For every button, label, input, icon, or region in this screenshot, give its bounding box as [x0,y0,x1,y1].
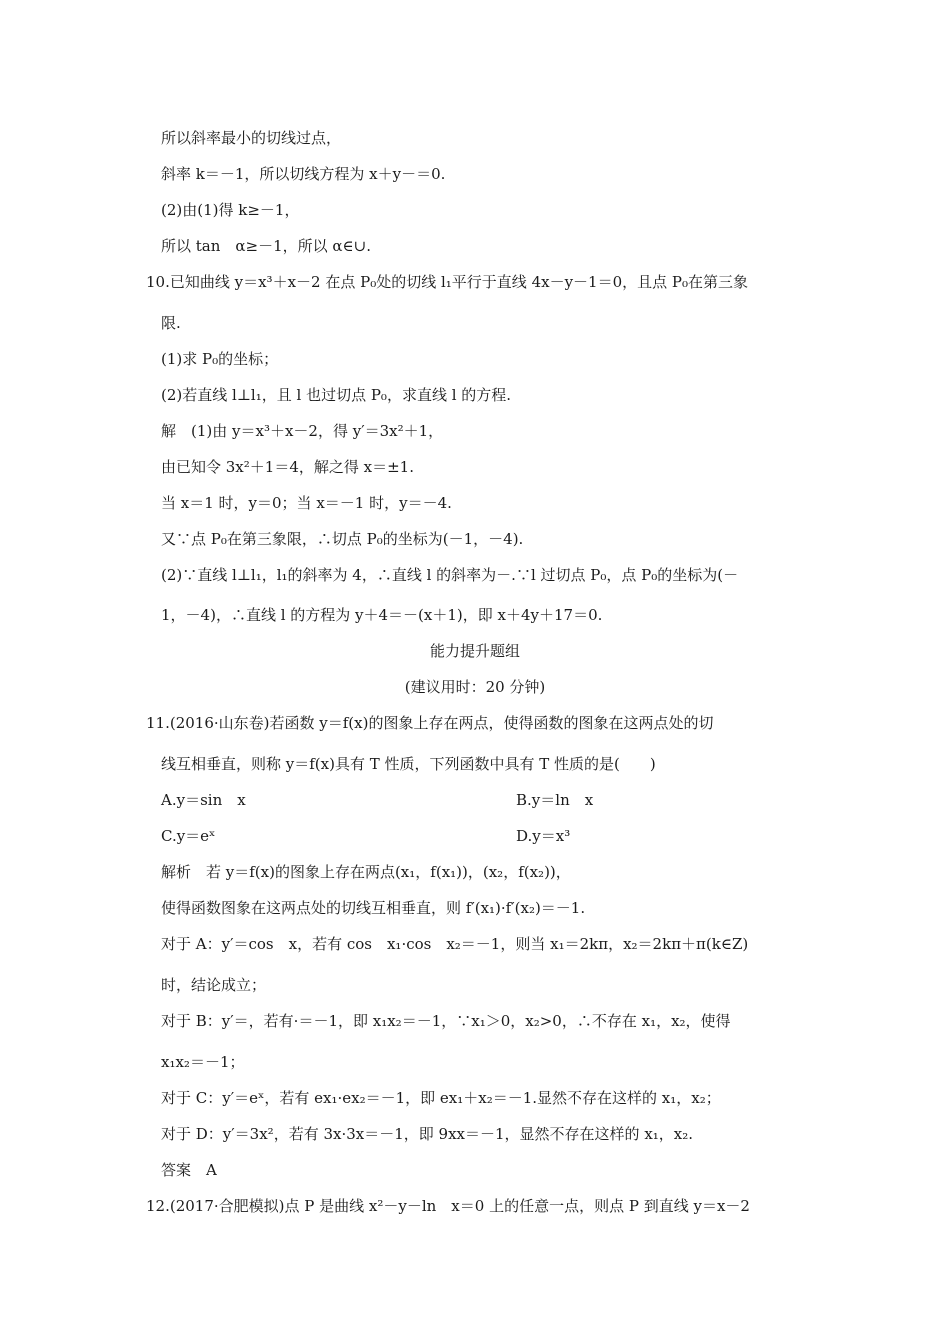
text-line: 限. [161,314,181,332]
text-line: 当 x＝1 时，y＝0；当 x＝－1 时，y＝－4. [161,494,452,512]
problem-10: 10.已知曲线 y＝x³＋x－2 在点 P₀处的切线 l₁平行于直线 4x－y－1＝0，且点 P₀在第三象 [146,273,749,291]
text-line: 斜率 k＝－1，所以切线方程为 x＋y－＝0. [161,165,446,183]
text-line: (2)由(1)得 k≥－1， [161,201,300,219]
option-c: C.y＝eˣ [161,827,216,845]
text-line: (2)若直线 l⊥l₁，且 l 也过切点 P₀，求直线 l 的方程. [161,386,512,404]
text-line: 1，－4)，∴直线 l 的方程为 y＋4＝－(x＋1)，即 x＋4y＋17＝0. [161,606,603,624]
section-title: 能力提升题组 [429,642,520,660]
solution-line: 解 (1)由 y＝x³＋x－2，得 y′＝3x²＋1， [161,422,444,440]
text-line: (2)∵直线 l⊥l₁，l₁的斜率为 4，∴直线 l 的斜率为－.∵l 过切点 P₀，点 P₀的坐标为(－ [161,566,739,584]
text-line: 使得函数图象在这两点处的切线互相垂直，则 f′(x₁)·f′(x₂)＝－1. [161,899,586,917]
text-line: 对于 A：y′＝cos x，若有 cos x₁·cos x₂＝－1，则当 x₁＝2kπ，x₂＝2kπ＋π(k∈Z) [161,935,749,953]
option-b: B.y＝ln x [516,791,594,809]
answer-line: 答案 A [161,1161,217,1179]
text-line: 对于 C：y′＝eˣ，若有 ex₁·ex₂＝－1，即 ex₁＋x₂＝－1.显然不存在这样的 x₁，x₂； [161,1089,721,1107]
text-line: 线互相垂直，则称 y＝f(x)具有 T 性质，下列函数中具有 T 性质的是( ) [161,755,656,773]
option-a: A.y＝sin x [161,791,246,809]
text-line: x₁x₂＝－1； [161,1053,245,1071]
text-line: 对于 D：y′＝3x²，若有 3x·3x＝－1，即 9xx＝－1，显然不存在这样的 x₁，x₂. [161,1125,694,1143]
problem-12: 12.(2017·合肥模拟)点 P 是曲线 x²－y－ln x＝0 上的任意一点，则点 P 到直线 y＝x－2 [146,1197,750,1215]
text-line: (1)求 P₀的坐标； [161,350,279,368]
text-line: 时，结论成立； [161,976,267,994]
analysis-line: 解析 若 y＝f(x)的图象上存在两点(x₁，f(x₁))，(x₂，f(x₂))， [161,863,571,881]
option-d: D.y＝x³ [516,827,571,845]
text-line: 由已知令 3x²＋1＝4，解之得 x＝±1. [161,458,414,476]
section-subtitle: (建议用时：20 分钟) [404,678,546,696]
text-line: 所以 tan α≥－1，所以 α∈∪. [161,237,371,255]
text-line: 又∵点 P₀在第三象限，∴切点 P₀的坐标为(－1，－4). [161,530,524,548]
problem-11: 11.(2016·山东卷)若函数 y＝f(x)的图象上存在两点，使得函数的图象在这两点处的切 [146,714,714,732]
text-line: 对于 B：y′＝，若有·＝－1，即 x₁x₂＝－1，∵x₁＞0，x₂>0，∴不存在 x₁，x₂，使得 [161,1012,731,1030]
text-line: 所以斜率最小的切线过点， [161,129,342,147]
